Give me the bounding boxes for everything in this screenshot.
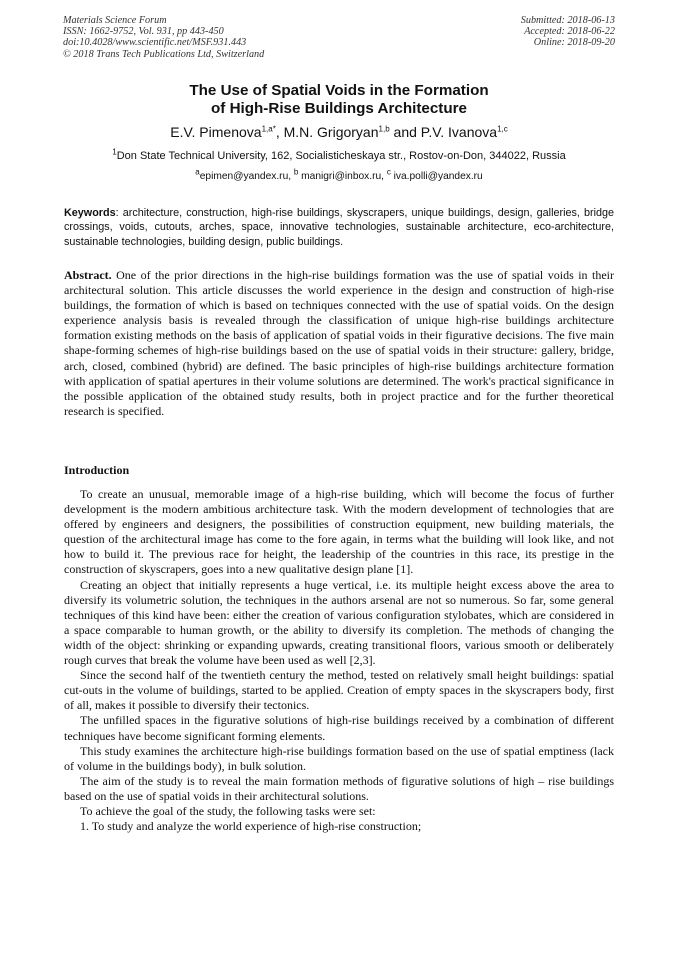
introduction-body <box>64 487 614 834</box>
email-a: epimen@yandex.ru, <box>199 171 294 182</box>
email-b: manigri@inbox.ru, <box>298 171 387 182</box>
author-3-name: P.V. Ivanova <box>420 124 498 140</box>
author-1-sup: 1,a* <box>261 124 276 134</box>
email-b-sup: b <box>293 167 299 177</box>
abstract-label: Abstract. <box>64 268 112 282</box>
email-c-sup: c <box>386 167 391 177</box>
author-2-name: M.N. Grigoryan <box>283 124 379 140</box>
publication-dates <box>521 15 615 49</box>
email-a-sup: a <box>195 167 200 177</box>
intro-paragraph: This study examines the architecture high-rise buildings formation based on the use of spatial emptiness (lack of volume in the buildings body), in bulk solution. <box>64 743 614 773</box>
author-1-name: E.V. Pimenova <box>170 124 262 140</box>
journal-info <box>63 15 264 60</box>
introduction-heading: Introduction <box>64 463 130 477</box>
title-line-1: The Use of Spatial Voids in the Formation <box>189 82 489 99</box>
author-2-sup: 1,b <box>378 124 390 134</box>
journal-name: Materials Science Forum <box>63 15 167 26</box>
paper-title <box>60 82 618 117</box>
keywords-label: Keywords <box>64 207 116 219</box>
affiliation-sup: 1 <box>112 147 117 157</box>
author-3-sup: 1,c <box>497 124 508 134</box>
journal-issn: ISSN: 1662-9752, Vol. 931, pp 443-450 <box>63 26 224 38</box>
intro-paragraph: To achieve the goal of the study, the following tasks were set: <box>80 803 376 818</box>
intro-paragraph: 1. To study and analyze the world experience of high-rise construction; <box>80 819 422 834</box>
author-emails <box>60 167 618 184</box>
email-c: iva.polli@yandex.ru <box>390 171 483 182</box>
keywords-text: : architecture, construction, high-rise buildings, skyscrapers, unique buildings, design, galleries, bridge crossings, voids, cutouts, arches, space, innovative technologies, sustainable architecture, eco-architecture, sustainable technologies, building design, public buildings. <box>64 207 614 248</box>
affiliation <box>60 149 618 163</box>
journal-doi: doi:10.4028/www.scientific.net/MSF.931.443 <box>63 37 247 49</box>
intro-paragraph: The aim of the study is to reveal the main formation methods of figurative solutions of high – rise buildings based on the use of spatial voids in their architectural solutions. <box>64 773 614 803</box>
intro-paragraph: To create an unusual, memorable image of a high-rise building, which will become the focus of further development is the modern ambitious architecture task. With the modern development of technologies that are offered by engineers and designers, the possibilities of construction equipment, new building materials, the question of the architectural image has come to the fore again, in terms what the building will look like, and not how to build it. The previous race for height, the leadership of the countries in this race, its prestige in the construction of skyscrapers, goes into a new qualitative design plane [1]. <box>64 487 614 577</box>
author-separator-2: and <box>389 124 421 140</box>
submitted-date: Submitted: 2018-06-13 <box>520 15 615 26</box>
keywords-block <box>64 206 614 249</box>
intro-paragraph: Creating an object that initially represents a huge vertical, i.e. its multiple height excess above the area to diversify its volumetric solution, the techniques in the authors arsenal are not so numerous. So far, some general techniques of this kind have been: either the creation of various configuration stylobates, which are considered in a space comparable to human growth, or the ability to diversify its completion. The methods of changing the width of the object: shrinking or expanding upwards, creating transitional floors, various smooth or deliberately rough curves that break the volume have been used as well [2,3]. <box>64 577 614 668</box>
journal-copyright: © 2018 Trans Tech Publications Ltd, Switzerland <box>63 48 265 60</box>
abstract-block <box>64 268 614 419</box>
title-line-2: of High-Rise Buildings Architecture <box>211 99 467 117</box>
intro-paragraph: The unfilled spaces in the figurative solutions of high-rise buildings received by a combination of different techniques have become significant forming elements. <box>64 713 614 743</box>
abstract-text: One of the prior directions in the high-rise buildings formation was the use of spatial voids in their architectural solution. This article discusses the world experience in the design and construction of high-rise buildings, the formation of which is based on techniques connected with the use of spatial voids. On the design experience analysis basis is revealed through the classification of unique high-rise buildings architecture formation existing methods on the basis of application of spatial voids in their figurative decisions. The five main shape-forming schemes of high-rise buildings based on the use of spatial voids in their structure: gallery, bridge, arch, closed, combined (hybrid) are defined. The basic principles of high-rise buildings architecture formation with application of spatial apertures in their volume solutions are determined. The work's practical significance in the possible application of the obtained study results, both in project practice and for the further theoretical research is specified. <box>64 268 614 418</box>
author-list <box>60 123 618 141</box>
online-date: Online: 2018-09-20 <box>533 37 615 49</box>
affiliation-text: Don State Technical University, 162, Socialisticheskaya str., Rostov-on-Don, 344022, Russia <box>116 150 566 162</box>
intro-paragraph: Since the second half of the twentieth century the method, tested on relatively small height buildings: spatial cut-outs in the volume of buildings, started to be applied. Creation of empty spaces in the skyscrapers body, first of all, makes it possible to diversify their tectonics. <box>64 668 614 713</box>
accepted-date: Accepted: 2018-06-22 <box>524 26 615 38</box>
author-separator-1: , <box>275 124 284 140</box>
